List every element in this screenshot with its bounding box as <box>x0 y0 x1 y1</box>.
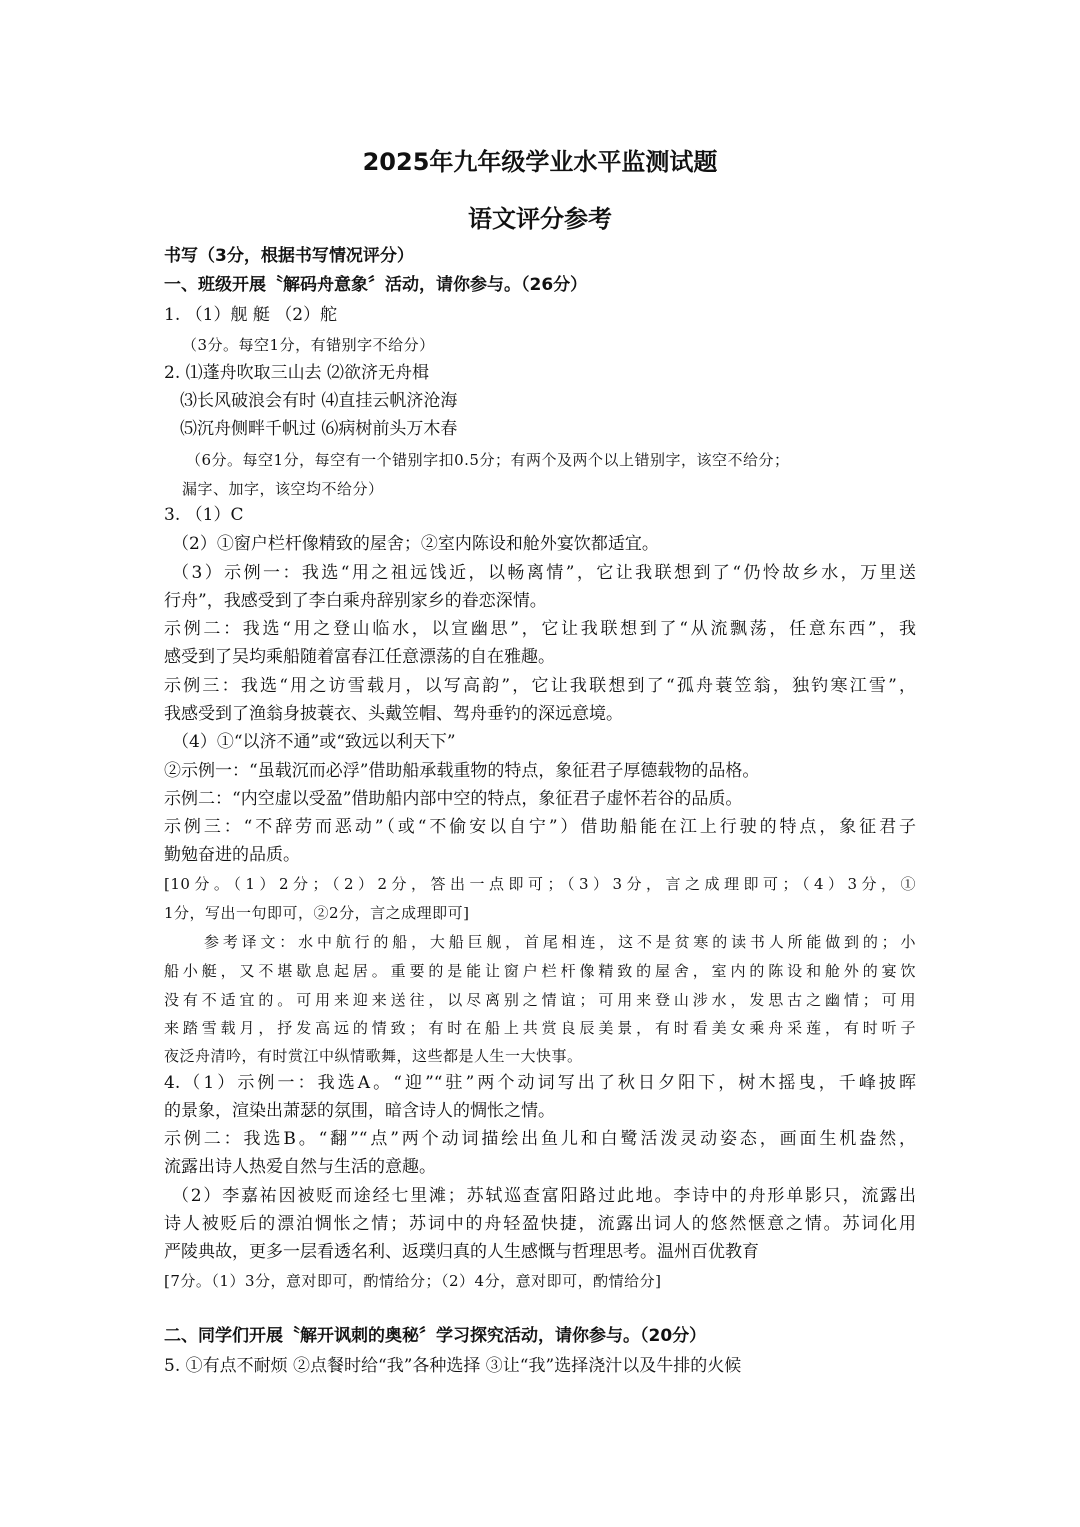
answer-line: ⑸沉舟侧畔千帆过 ⑹病树前头万木春 <box>180 419 458 439</box>
reference-translation: 夜泛舟清吟，有时赏江中纵情歌舞，这些都是人生一大快事。 <box>164 1047 583 1065</box>
document-subtitle: 语文评分参考 <box>468 205 612 233</box>
answer-line: 的景象，渲染出萧瑟的氛围，暗含诗人的惆怅之情。 <box>164 1101 555 1121</box>
reference-translation: 船小艇，又不堪歇息起居。重要的是能让窗户栏杆像精致的屋舍，室内的陈设和舱外的宴饮 <box>164 962 916 980</box>
scoring-note: [10分。（1）2分；（2）2分，答出一点即可；（3）3分，言之成理即可；（4）3分，① <box>164 875 916 893</box>
answer-line: 示例二：我选“用之登山临水，以宣幽思”，它让我联想到了“从流飘荡，任意东西”，我 <box>164 619 916 639</box>
answer-line: 5. ①有点不耐烦 ②点餐时给“我”各种选择 ③让“我”选择浇汁以及牛排的火候 <box>164 1356 742 1376</box>
reference-translation: 来踏雪载月，抒发高远的情致；有时在船上共赏良辰美景，有时看美女乘舟采莲，有时听子 <box>164 1019 916 1037</box>
scoring-note: 1分，写出一句即可，②2分，言之成理即可] <box>164 904 470 922</box>
answer-line: （2）①窗户栏杆像精致的屋舍；②室内陈设和舱外宴饮都适宜。 <box>172 534 659 554</box>
answer-line: ②示例一：“虽载沉而必浮”借助船承载重物的特点，象征君子厚德载物的品格。 <box>164 761 760 781</box>
answer-line: 行舟”，我感受到了李白乘舟辞别家乡的眷恋深情。 <box>164 591 547 611</box>
answer-line: 1. （1）舰 艇 （2）舵 <box>164 305 338 325</box>
answer-line: 示例二：我选B。“翻”“点”两个动词描绘出鱼儿和白鹭活泼灵动姿态，画面生机盎然， <box>164 1129 916 1149</box>
answer-line: 示例三：“不辞劳而恶动”（或“不偷安以自宁”）借助船能在江上行驶的特点，象征君子 <box>164 817 916 837</box>
scoring-note: （6分。每空1分，每空有一个错别字扣0.5分；有两个及两个以上错别字，该空不给分； <box>186 451 790 469</box>
reference-translation: 没有不适宜的。可用来迎来送往，以尽离别之情谊；可用来登山涉水，发思古之幽情；可用 <box>164 991 916 1009</box>
section-one-heading: 一、班级开展〝解码舟意象〞活动，请你参与。（26分） <box>164 275 588 295</box>
document-title: 2025年九年级学业水平监测试题 <box>362 148 718 176</box>
answer-line: 感受到了吴均乘船随着富春江任意漂荡的自在雅趣。 <box>164 647 555 667</box>
answer-line: （4）①“以济不通”或“致远以利天下” <box>172 732 456 752</box>
answer-line: （2）李嘉祐因被贬而途经七里滩；苏轼巡查富阳路过此地。李诗中的舟形单影只，流露出 <box>172 1186 916 1206</box>
scoring-note: （3分。每空1分，有错别字不给分） <box>182 336 435 354</box>
answer-line: 示例二：“内空虚以受盈”借助船内部中空的特点，象征君子虚怀若谷的品质。 <box>164 789 743 809</box>
handwriting-note: 书写（3分，根据书写情况评分） <box>164 246 414 266</box>
scoring-note: 漏字、加字，该空均不给分） <box>182 480 384 498</box>
answer-line: 4.（1）示例一：我选A。“迎”“驻”两个动词写出了秋日夕阳下，树木摇曳，千峰披晖 <box>164 1073 916 1093</box>
reference-translation: 参考译文：水中航行的船，大船巨舰，首尾相连，这不是贫寒的读书人所能做到的；小 <box>204 933 916 951</box>
answer-line: 示例三：我选“用之访雪载月，以写高韵”，它让我联想到了“孤舟蓑笠翁，独钓寒江雪”， <box>164 676 916 696</box>
answer-line: 流露出诗人热爱自然与生活的意趣。 <box>164 1157 436 1177</box>
answer-line: （3）示例一：我选“用之祖远饯近，以畅离情”，它让我联想到了“仍怜故乡水，万里送 <box>172 563 916 583</box>
answer-line: 我感受到了渔翁身披蓑衣、头戴笠帽、驾舟垂钓的深远意境。 <box>164 704 623 724</box>
answer-line: 2. ⑴蓬舟吹取三山去 ⑵欲济无舟楫 <box>164 363 430 383</box>
scoring-note: [7分。（1）3分，意对即可，酌情给分；（2）4分，意对即可，酌情给分] <box>164 1272 662 1290</box>
answer-line: 诗人被贬后的漂泊惆怅之情；苏词中的舟轻盈快捷，流露出词人的悠然惬意之情。苏词化用 <box>164 1214 916 1234</box>
answer-line: 3. （1）C <box>164 505 244 525</box>
answer-line: ⑶长风破浪会有时 ⑷直挂云帆济沧海 <box>180 391 458 411</box>
section-two-heading: 二、同学们开展〝解开讽刺的奥秘〞学习探究活动，请你参与。（20分） <box>164 1326 707 1346</box>
answer-line: 严陵典故，更多一层看透名利、返璞归真的人生感慨与哲理思考。温州百优教育 <box>164 1242 759 1262</box>
answer-line: 勤勉奋进的品质。 <box>164 845 300 865</box>
